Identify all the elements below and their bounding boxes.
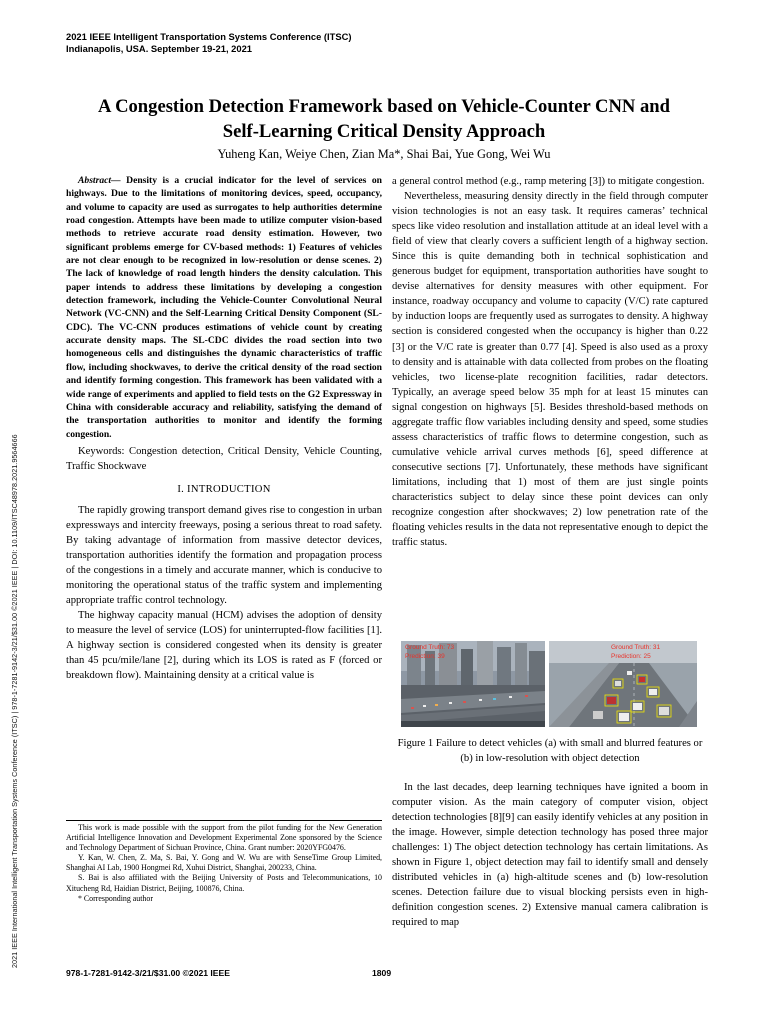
figure-panel-b (549, 641, 697, 727)
intro-paragraph-1: The rapidly growing transport demand gives rise to congestion in urban expressways and intercity freeways, posing a serious threat to road safety. By taking advantage of information from massive detector devices, transportation authorities identify the formation and propagation process of the congestions in a timely and accurate manner, which is conducive to monitoring the operational status of the traffic system and implementing appropriate traffic control technology. (66, 504, 382, 607)
keywords: Keywords: Congestion detection, Critical Density, Vehicle Counting, Traffic Shockwave (66, 445, 382, 472)
figure-panel-a (401, 641, 545, 727)
overlay-prediction-a: Prediction: 39 (405, 653, 445, 660)
footnote-funding: This work is made possible with the support from the pilot funding for the New Generation Artificial Intelligence Innovation and Development Experimental Zone sponsored by the Science and Technology Department of Sichuan Province, China. Grant number: 2020YFG0476. (66, 823, 382, 853)
right-column (392, 174, 708, 550)
abstract (66, 174, 382, 441)
right-paragraph-2: In the last decades, deep learning techniques have ignited a boom in computer vision. As the main category of computer vision, object detection technologies [8][9] can easily identify vehicles at any position in the image. However, simple detection technology has posed three major challenges: 1) The object detection technology has certain limitations. As shown in Figure 1, object detection may fail to identify small and densely distributed vehicles in (a) high-altitude scenes and (b) low-resolution scenes. Detection failure due to visual blocking persists even in high-definition congestion scenes. 2) Extensive manual camera calibration is required to map (392, 782, 708, 929)
conference-location: Indianapolis, USA. September 19-21, 2021 (66, 42, 253, 54)
conference-name: 2021 IEEE Intelligent Transportation Systems Conference (ITSC) (66, 31, 352, 42)
abstract-label: Abstract— (78, 175, 121, 186)
page-number: 1809 (372, 968, 392, 978)
footnote-affiliation-2: S. Bai is also affiliated with the Beijing University of Posts and Telecommunications, 10 Xitucheng Rd, Haidian District, Beijing, 100876, China. (66, 873, 382, 893)
side-identifier: 2021 IEEE International Intelligent Transportation Systems Conference (ITSC) | 978-1-7281-9142-3/21/$31.00 ©2021 IEEE | DOI: 10.1109/ITSC48978.2021.9564666 (10, 434, 19, 968)
right-column-lower (392, 780, 708, 930)
title-line-2: Self-Learning Critical Density Approach (222, 121, 546, 142)
figure-1 (401, 641, 697, 727)
abstract-text: Density is a crucial indicator for the level of services on highways. Due to the limitations of monitoring devices, speed, occupancy, and volume to capacity are used as surrogates to help authorities determine road congestion. Attempts have been made to utilize computer vision-based methods to retrieve accurate road density estimation. However, two significant problems emerge for CV-based methods: 1) Features of vehicles are not clear enough to be recognized in low-resolution or dense scenes. 2) The lack of knowledge of road length hinders the density calculation. This paper intends to address these limitations by developing a congestion detection framework, including the Vehicle-Counter Convolutional Neural Network (VC-CNN) and the Self-Learning Critical Density Component (SL-CDC). The VC-CNN produces estimations of vehicle count by creating accurate density maps. The SL-CDC divides the road section into two homogeneous cells and distinguishes the dynamic characteristics of traffic flow, including shockwaves, to derive the critical density of the road section and identify forming congestion. This framework has been validated with a wide range of experiments and applied to field tests on the G2 Expressway in China with considerable accuracy and reliability, satisfying the demand of the transportation authorities to monitor and identify the forming congestion. (66, 175, 382, 440)
overlay-prediction-b: Prediction: 25 (611, 653, 651, 660)
right-paragraph-continued: a general control method (e.g., ramp metering [3]) to mitigate congestion. (392, 176, 705, 187)
title-line-1: A Congestion Detection Framework based on Vehicle-Counter CNN and (98, 96, 670, 117)
left-column (66, 174, 382, 683)
figure-1-caption: Figure 1 Failure to detect vehicles (a) with small and blurred features or (b) in low-resolution with object detection (397, 738, 703, 764)
right-paragraph-1: Nevertheless, measuring density directly in the field through computer vision technologies is not an easy task. It requires cameras’ technical specs like video resolution and installation attitude at an ideal level with a field of view that clearly covers a sufficient length of a highway section. Since this is quite demanding both in technical sophistication and generous budget for equipment, transportation authorities have sought to devise alternatives for density measures with other equipment. For instance, roadway occupancy and volume to capacity (V/C) rate captured by induction loops are frequently used as surrogates to density. A highway section is considered congested when the occupancy is higher than 0.22 [3] or the V/C rate is greater than 0.77 [4]. Speed is also used as a proxy to density and is attainable with data collected from probes on the floating vehicles, two license-plate recognition facilities, radar detectors. Typically, an average speed below 35 mph for at least 15 minutes can signal congestion on highways [5]. Besides threshold-based methods on aggregate traffic flow variables including density and speed, some studies assess characteristics of traffic flows to determine congestion, such as cumulative vehicle arrival curves methods [6], speed difference at consecutive sections [7]. Unfortunately, these methods have significant limitations, including that 1) most of them are just single points characteristics subject to delay since these point devices can only recognize congestion after shockwaves; 2) low penetration rate of the floating vehicles results in the data not representative enough to depict the traffic status. (392, 191, 708, 549)
footer-copyright: 978-1-7281-9142-3/21/$31.00 ©2021 IEEE (66, 968, 231, 978)
conference-header (66, 31, 352, 54)
author-list: Yuheng Kan, Weiye Chen, Zian Ma*, Shai Bai, Yue Gong, Wei Wu (217, 147, 551, 161)
overlay-ground-truth-b: Ground Truth: 31 (611, 644, 661, 651)
footnote-affiliation: Y. Kan, W. Chen, Z. Ma, S. Bai, Y. Gong and W. Wu are with SenseTime Group Limited, Shanghai AI Lab, 1900 Hongmei Rd, Xuhui District, Shanghai, 200233, China. (66, 853, 382, 873)
footnote-corresponding: * Corresponding author (78, 893, 153, 903)
overlay-ground-truth-a: Ground Truth: 73 (405, 644, 455, 651)
footnotes (66, 820, 382, 904)
section-heading-introduction: I. INTRODUCTION (177, 483, 271, 495)
paper-title (40, 94, 728, 144)
intro-paragraph-2: The highway capacity manual (HCM) advises the adoption of density to measure the level of service (LOS) for uninterrupted-flow facilities [1]. A highway section is considered congested when its density is greater than 45 pcu/mile/lane [2], during which its LOS is rated as F (forced or breakdown flow). Maintaining density at a critical value is (66, 610, 382, 682)
